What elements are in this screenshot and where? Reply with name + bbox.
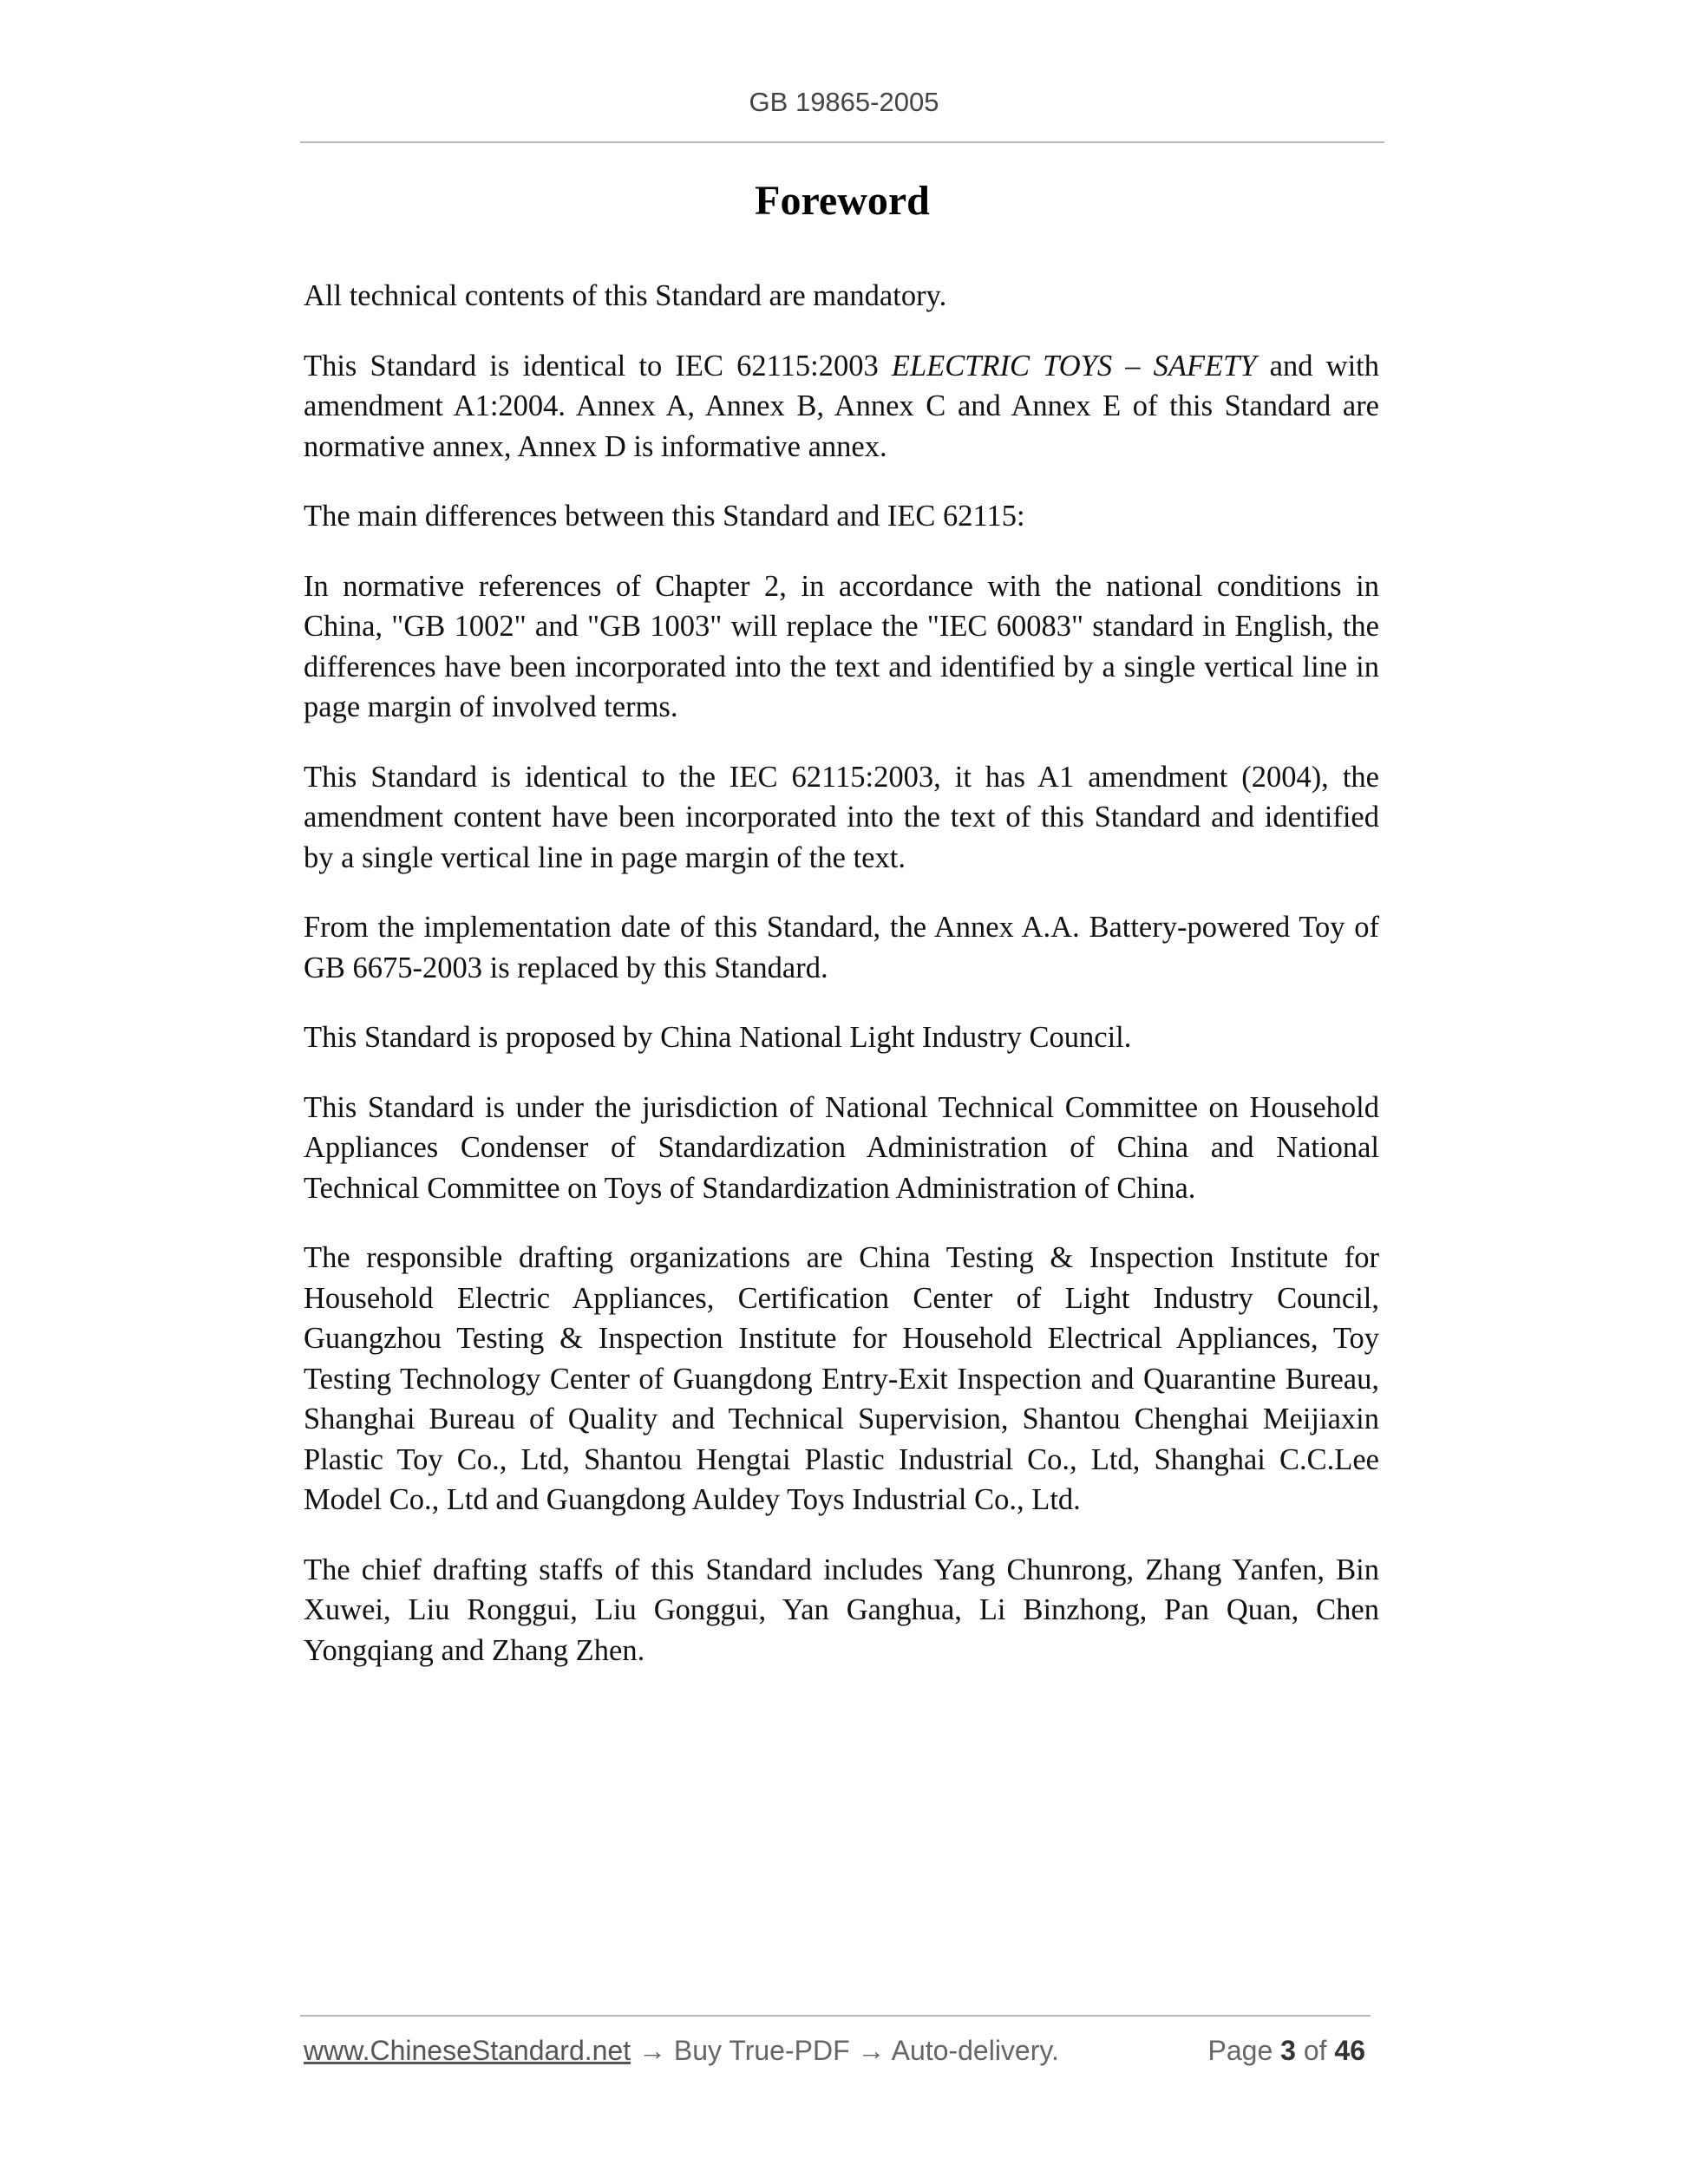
page-total: 46 bbox=[1334, 2035, 1365, 2066]
paragraph-identical-end: and with amendment A1:2004. Annex A, Annex B, Annex C and Annex E of this Standard are normative annex, Annex D is informative annex. bbox=[304, 349, 1379, 463]
page-current: 3 bbox=[1280, 2035, 1296, 2066]
site-link[interactable]: www.ChineseStandard.net bbox=[304, 2035, 631, 2066]
paragraph-identical bbox=[304, 346, 1379, 468]
section-heading: Foreword bbox=[755, 178, 930, 224]
page-of-label: of bbox=[1303, 2035, 1327, 2066]
paragraph-normative-references: In normative references of Chapter 2, in accordance with the national conditions in China, "GB 1002" and "GB 1003" will replace the "IEC 60083" standard in English, the differences have been incorporated into the text and identified by a single vertical line in page margin of involved terms. bbox=[304, 569, 1379, 723]
paragraph-drafting-staff: The chief drafting staffs of this Standard includes Yang Chunrong, Zhang Yanfen, Bin Xuwei, Liu Ronggui, Liu Gonggui, Yan Ganghua, Li Binzhong, Pan Quan, Chen Yongqiang and Zhang Zhen. bbox=[304, 1553, 1379, 1667]
foreword-body bbox=[304, 276, 1379, 1700]
paragraph-jurisdiction: This Standard is under the jurisdiction of National Technical Committee on Household Appliances Condenser of Standardization Administration of China and National Technical Committee on Toys of Standardization Administration of China. bbox=[304, 1090, 1379, 1205]
paragraph-proposer: This Standard is proposed by China National Light Industry Council. bbox=[304, 1021, 1132, 1054]
paragraph-drafting-organizations: The responsible drafting organizations are China Testing & Inspection Institute for Household Electric Appliances, Certification Center of Light Industry Council, Guangzhou Testing & Inspection Institute for Household Electrical Appliances, Toy Testing Technology Center of Guangdong Entry-Exit Inspection and Quarantine Bureau, Shanghai Bureau of Quality and Technical Supervision, Shantou Chenghai Meijiaxin Plastic Toy Co., Ltd, Shantou Hengtai Plastic Industrial Co., Ltd, Shanghai C.C.Lee Model Co., Ltd and Guangdong Auldey Toys Industrial Co., Ltd. bbox=[304, 1241, 1379, 1516]
header-divider bbox=[300, 141, 1384, 143]
page-label: Page bbox=[1207, 2035, 1273, 2066]
running-header: GB 19865-2005 bbox=[749, 87, 939, 117]
promo-text: → Buy True-PDF → Auto-delivery. bbox=[631, 2035, 1059, 2066]
footer-divider bbox=[300, 2015, 1371, 2017]
paragraph-amendment: This Standard is identical to the IEC 62115:2003, it has A1 amendment (2004), the amendment content have been incorporated into the text of this Standard and identified by a single vertical line in page margin of the text. bbox=[304, 760, 1379, 874]
paragraph-identical-start: This Standard is identical to IEC 62115:2003 bbox=[304, 349, 892, 383]
paragraph-differences-intro: The main differences between this Standard and IEC 62115: bbox=[304, 500, 1025, 533]
footer-promo bbox=[304, 2035, 1059, 2067]
page-number bbox=[1208, 2035, 1365, 2067]
standard-title: ELECTRIC TOYS – SAFETY bbox=[891, 349, 1257, 383]
paragraph-replacement: From the implementation date of this Standard, the Annex A.A. Battery-powered Toy of GB 6675-2003 is replaced by this Standard. bbox=[304, 911, 1379, 984]
paragraph-mandatory: All technical contents of this Standard are mandatory. bbox=[304, 279, 947, 312]
